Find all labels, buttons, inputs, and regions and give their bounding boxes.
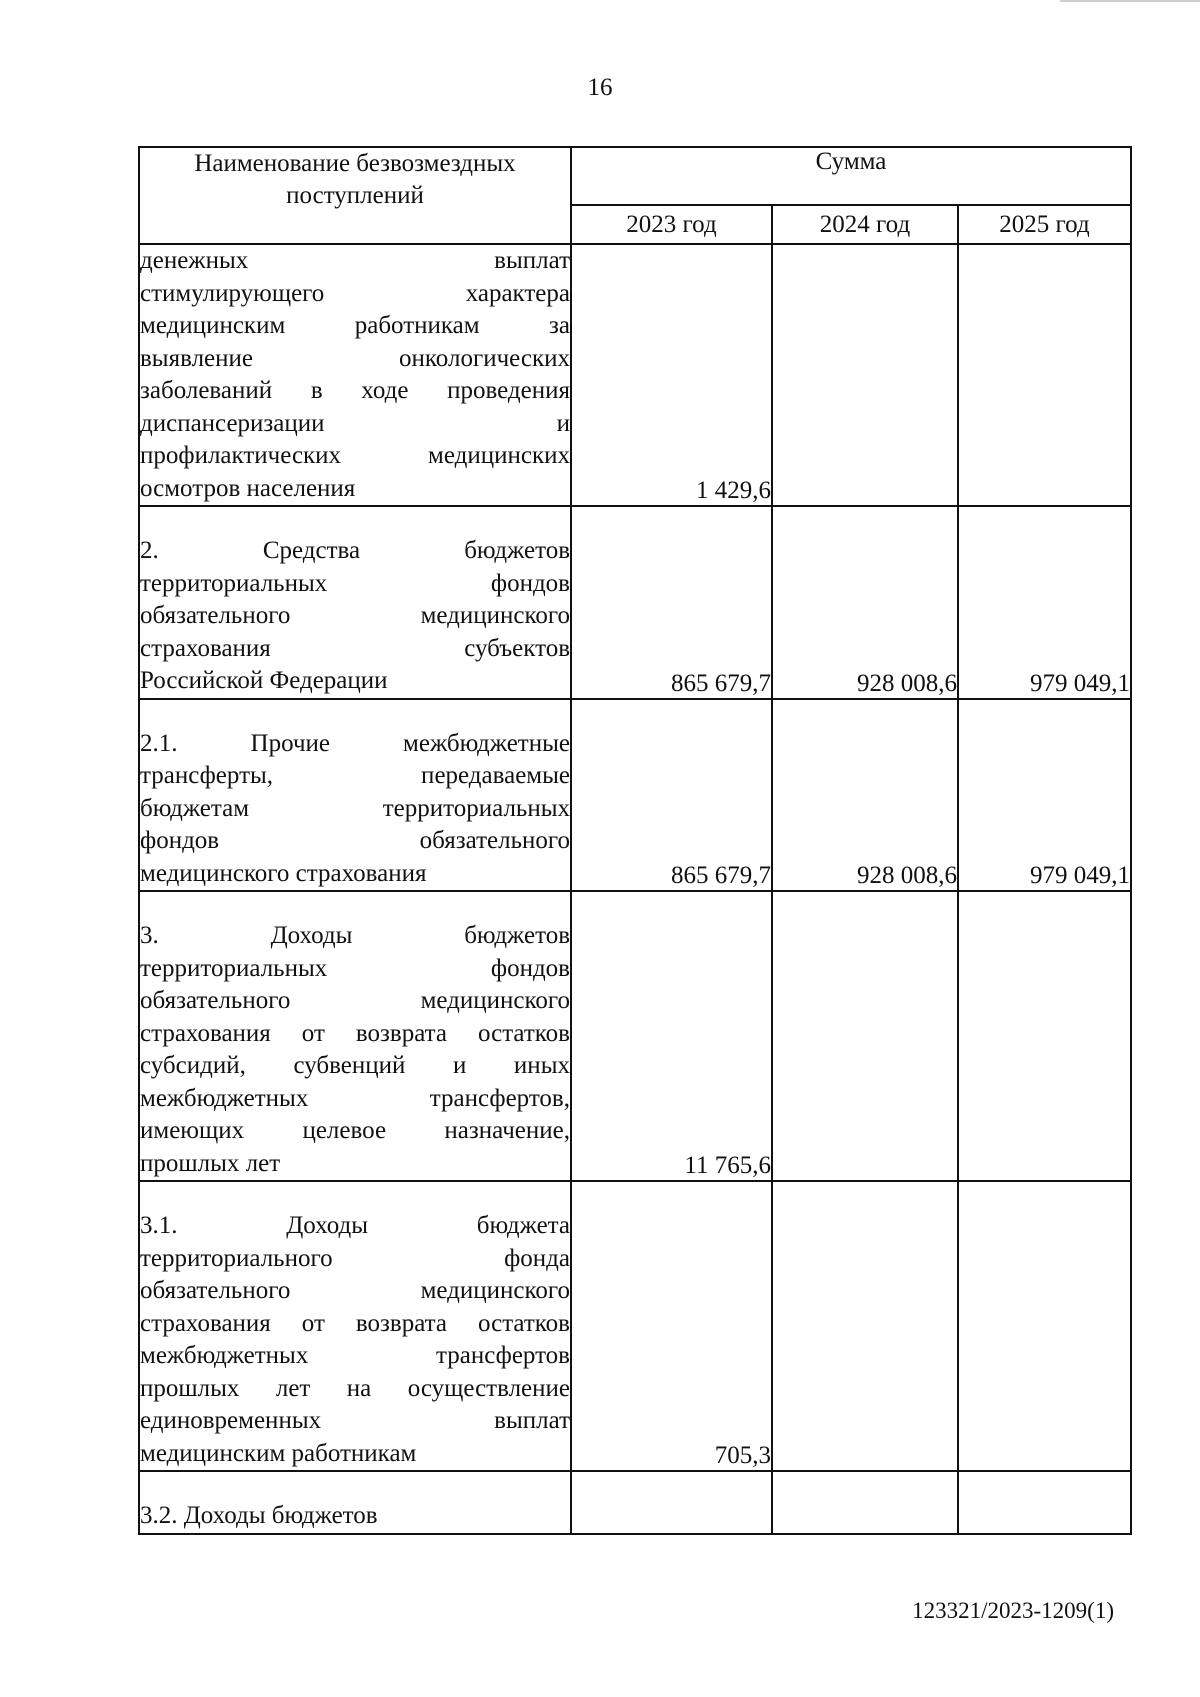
row-value-2023: 705,3 [571, 1181, 772, 1471]
row-name-cell [139, 699, 571, 892]
row-name-line: имеющих целевое назначение, [140, 1117, 570, 1144]
row-name-line: медицинского страхования [140, 859, 427, 887]
row-name-cell [139, 506, 571, 699]
table-row [139, 1181, 1131, 1471]
row-name-line: территориальных фондов [140, 954, 570, 982]
row-name-line: страхования от возврата остатков [140, 1309, 570, 1337]
row-name-line: осмотров населения [140, 474, 356, 502]
row-name-line: обязательного медицинского [140, 1277, 570, 1304]
row-name-line: межбюджетных трансфертов, [140, 1084, 570, 1112]
row-value-2025: 979 049,1 [958, 699, 1131, 892]
row-name-line: прошлых лет на осуществление [140, 1374, 570, 1402]
row-value-2024 [772, 891, 958, 1181]
row-name-line: 3.2. Доходы бюджетов [140, 1502, 378, 1529]
row-value-2024 [772, 1181, 958, 1471]
row-name-line: фондов обязательного [140, 827, 570, 854]
row-name-cell [139, 1471, 571, 1534]
row-name-cell [139, 244, 571, 506]
row-name-line: трансферты, передаваемые [140, 762, 570, 789]
row-value-2025: 979 049,1 [958, 506, 1131, 699]
row-value-2025 [958, 891, 1131, 1181]
table-row [139, 891, 1131, 1181]
revenue-table [138, 146, 1132, 1535]
row-value-2023: 1 429,6 [571, 244, 772, 506]
row-name-line: денежных выплат [140, 247, 570, 274]
row-name-line: обязательного медицинского [140, 602, 570, 629]
row-name-line: страхования субъектов [140, 634, 570, 662]
row-name-line: медицинским работникам [140, 1439, 417, 1467]
row-name-line: единовременных выплат [140, 1407, 570, 1434]
row-name-line: диспансеризации и [140, 409, 570, 437]
row-name-line: стимулирующего характера [140, 279, 570, 307]
row-value-2025 [958, 1471, 1131, 1534]
row-name-line: территориальных фондов [140, 569, 570, 597]
row-value-2024 [772, 1471, 958, 1534]
row-name-line: профилактических медицинских [140, 442, 570, 469]
row-name-line: субсидий, субвенций и иных [140, 1052, 570, 1079]
header-year-2025: 2025 год [958, 205, 1131, 244]
row-name-line: 3. Доходы бюджетов [140, 922, 570, 949]
row-name-line: территориального фонда [140, 1244, 570, 1272]
row-value-2023: 865 679,7 [571, 506, 772, 699]
row-name-line: медицинским работникам за [140, 312, 570, 339]
table-row [139, 506, 1131, 699]
table-body [139, 244, 1131, 1534]
row-name-line: обязательного медицинского [140, 987, 570, 1014]
row-name-line: Российской Федерации [140, 667, 388, 694]
row-name-line: заболеваний в ходе проведения [140, 377, 570, 404]
table-row [139, 1471, 1131, 1534]
top-edge-rule [1060, 0, 1200, 2]
row-name-line: бюджетам территориальных [140, 794, 570, 822]
row-name-cell [139, 1181, 571, 1471]
row-value-2023: 11 765,6 [571, 891, 772, 1181]
header-name-cell: Наименование безвозмездных поступлений [139, 147, 571, 244]
row-name-line: 3.1. Доходы бюджета [140, 1212, 570, 1239]
header-year-2023: 2023 год [571, 205, 772, 244]
row-name-line: межбюджетных трансфертов [140, 1342, 570, 1369]
row-name-line: прошлых лет [140, 1149, 281, 1177]
page-number: 16 [587, 74, 613, 101]
row-value-2023 [571, 1471, 772, 1534]
row-name-line: выявление онкологических [140, 344, 570, 372]
row-name-cell [139, 891, 571, 1181]
row-value-2025 [958, 244, 1131, 506]
table-row [139, 699, 1131, 892]
row-value-2023: 865 679,7 [571, 699, 772, 892]
row-value-2025 [958, 1181, 1131, 1471]
row-name-line: 2. Средства бюджетов [140, 537, 570, 564]
row-name-line: страхования от возврата остатков [140, 1019, 570, 1047]
document-number: 123321/2023-1209(1) [912, 1598, 1114, 1623]
header-sum-cell: Сумма [571, 147, 1131, 205]
row-name-line: 2.1. Прочие межбюджетные [140, 729, 570, 757]
header-year-2024: 2024 год [772, 205, 958, 244]
row-value-2024: 928 008,6 [772, 506, 958, 699]
row-value-2024: 928 008,6 [772, 699, 958, 892]
row-value-2024 [772, 244, 958, 506]
table-row [139, 244, 1131, 506]
